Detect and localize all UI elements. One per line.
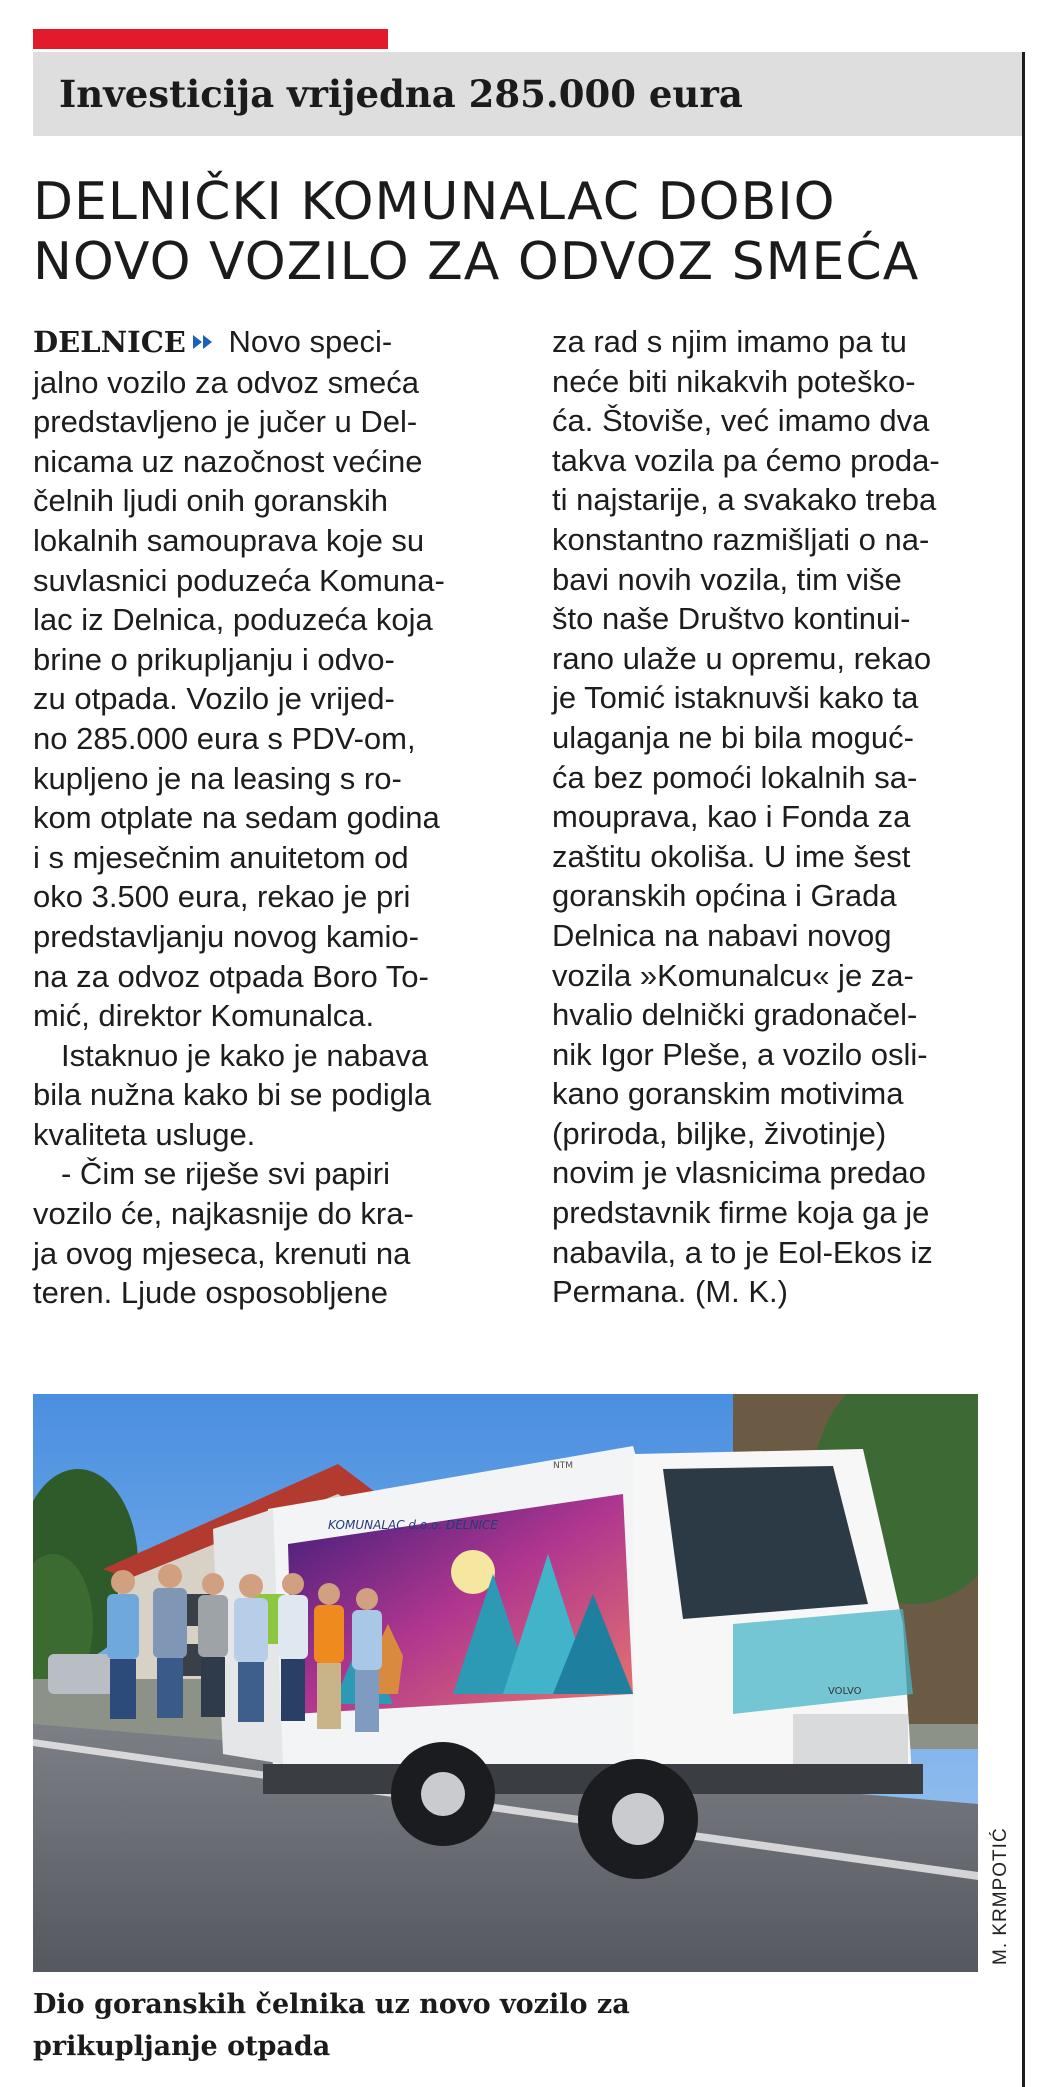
text-line: Istaknuo je kako je nabava [61,1037,429,1073]
text-line: neće biti nikakvih poteško- [552,363,916,399]
text-line: suvlasnici poduzeća Komuna- [33,562,445,598]
text-line: konstantno razmišljati o na- [552,521,930,557]
text-line: ti najstarije, a svakako treba [552,482,937,518]
text-line: kupljeno je na leasing s ro- [33,760,402,796]
text-line: jalno vozilo za odvoz smeća [33,364,419,400]
text-line: ja ovog mjeseca, krenuti na [33,1235,411,1271]
text-line: goranskih općina i Grada [552,878,897,914]
article-photo [33,1394,978,1972]
text-line: što naše Društvo kontinui- [552,601,911,637]
text-line: kano goranskim motivima [552,1076,904,1112]
headline-line: DELNIČKI KOMUNALAC DOBIO [33,172,836,232]
text-line: bavi novih vozila, tim više [552,561,902,597]
caption-line: prikupljanje otpada [33,2031,331,2062]
text-line: no 285.000 eura s PDV-om, [33,720,416,756]
text-line: zu otpada. Vozilo je vrijed- [33,681,395,717]
text-line: - Čim se riješe svi papiri [61,1156,391,1192]
truck-lettering: KOMUNALAC d.o.o. DELNICE [328,1518,498,1532]
text-line: mić, direktor Komunalca. [33,998,375,1034]
text-line: brine o prikupljanju i odvo- [33,641,395,677]
text-line: mouprava, kao i Fonda za [552,799,911,835]
text-line: nik Igor Pleše, a vozilo osli- [552,1036,928,1072]
text-line: vozila »Komunalcu« je za- [552,957,914,993]
lead-text: Novo speci- [219,324,393,359]
grille-lettering: VOLVO [828,1686,862,1697]
text-line: čelnih ljudi onih goranskih [33,483,389,519]
text-line: ća bez pomoći lokalnih sa- [552,759,918,795]
text-line: teren. Ljude osposobljene [33,1275,389,1311]
text-line: novim je vlasnicima predao [552,1155,926,1191]
text-line: oko 3.500 eura, rekao je pri [33,879,411,915]
text-line: bila nužna kako bi se podigla [33,1077,432,1113]
text-line: i s mjesečnim anuitetom od [33,839,409,875]
text-line: (priroda, biljke, životinje) [552,1115,887,1151]
parked-car [48,1654,118,1694]
text-line: za rad s njim imamo pa tu [552,324,907,359]
text-line: ća. Štoviše, već imamo dva [552,403,930,439]
headline-line: NOVO VOZILO ZA ODVOZ SMEĆA [33,232,920,292]
text-line: je Tomić istaknuvši kako ta [552,680,919,716]
double-arrow-icon [192,333,214,351]
text-line: predstavljanju novog kamio- [33,918,419,954]
text-line: kvaliteta usluge. [33,1116,256,1152]
dateline: DELNICE [33,325,186,359]
text-line [33,322,513,363]
text-line: takva vozila pa ćemo proda- [552,442,940,478]
text-line: vozilo će, najkasnije do kra- [33,1196,414,1232]
person [278,1573,308,1721]
text-line: na za odvoz otpada Boro To- [33,958,429,994]
article-column-right [552,322,1007,1312]
kicker: Investicija vrijedna 285.000 eura [33,52,1022,136]
text-line: zaštitu okoliša. U ime šest [552,838,911,874]
text-line: nicama uz nazočnost većine [33,443,423,479]
text-line: rano ulaže u opremu, rekao [552,640,932,676]
column-rule [1022,52,1025,2087]
text-line: lokalnih samouprava koje su [33,522,425,558]
text-line: hvalio delnički gradonačel- [552,997,918,1033]
text-line: nabavila, a to je Eol-Ekos iz [552,1234,933,1270]
caption-line: Dio goranskih čelnika uz novo vozilo za [33,1989,630,2020]
text-line: Permana. (M. K.) [552,1274,788,1310]
text-line: kom otplate na sedam godina [33,800,440,836]
text-line: predstavnik firme koja ga je [552,1195,930,1231]
brand-lettering: NTM [553,1461,573,1471]
photo-caption [33,1984,1013,2068]
text-line: lac iz Delnica, poduzeća koja [33,602,433,638]
section-accent-bar [33,29,388,49]
text-line: predstavljeno je jučer u Del- [33,404,418,440]
photo-credit: M. KRMPOTIĆ [990,1827,1011,1965]
text-line: Delnica na nabavi novog [552,917,892,953]
text-line: ulaganja ne bi bila moguć- [552,719,914,755]
article-column-left [33,322,513,1313]
headline [33,172,1013,292]
